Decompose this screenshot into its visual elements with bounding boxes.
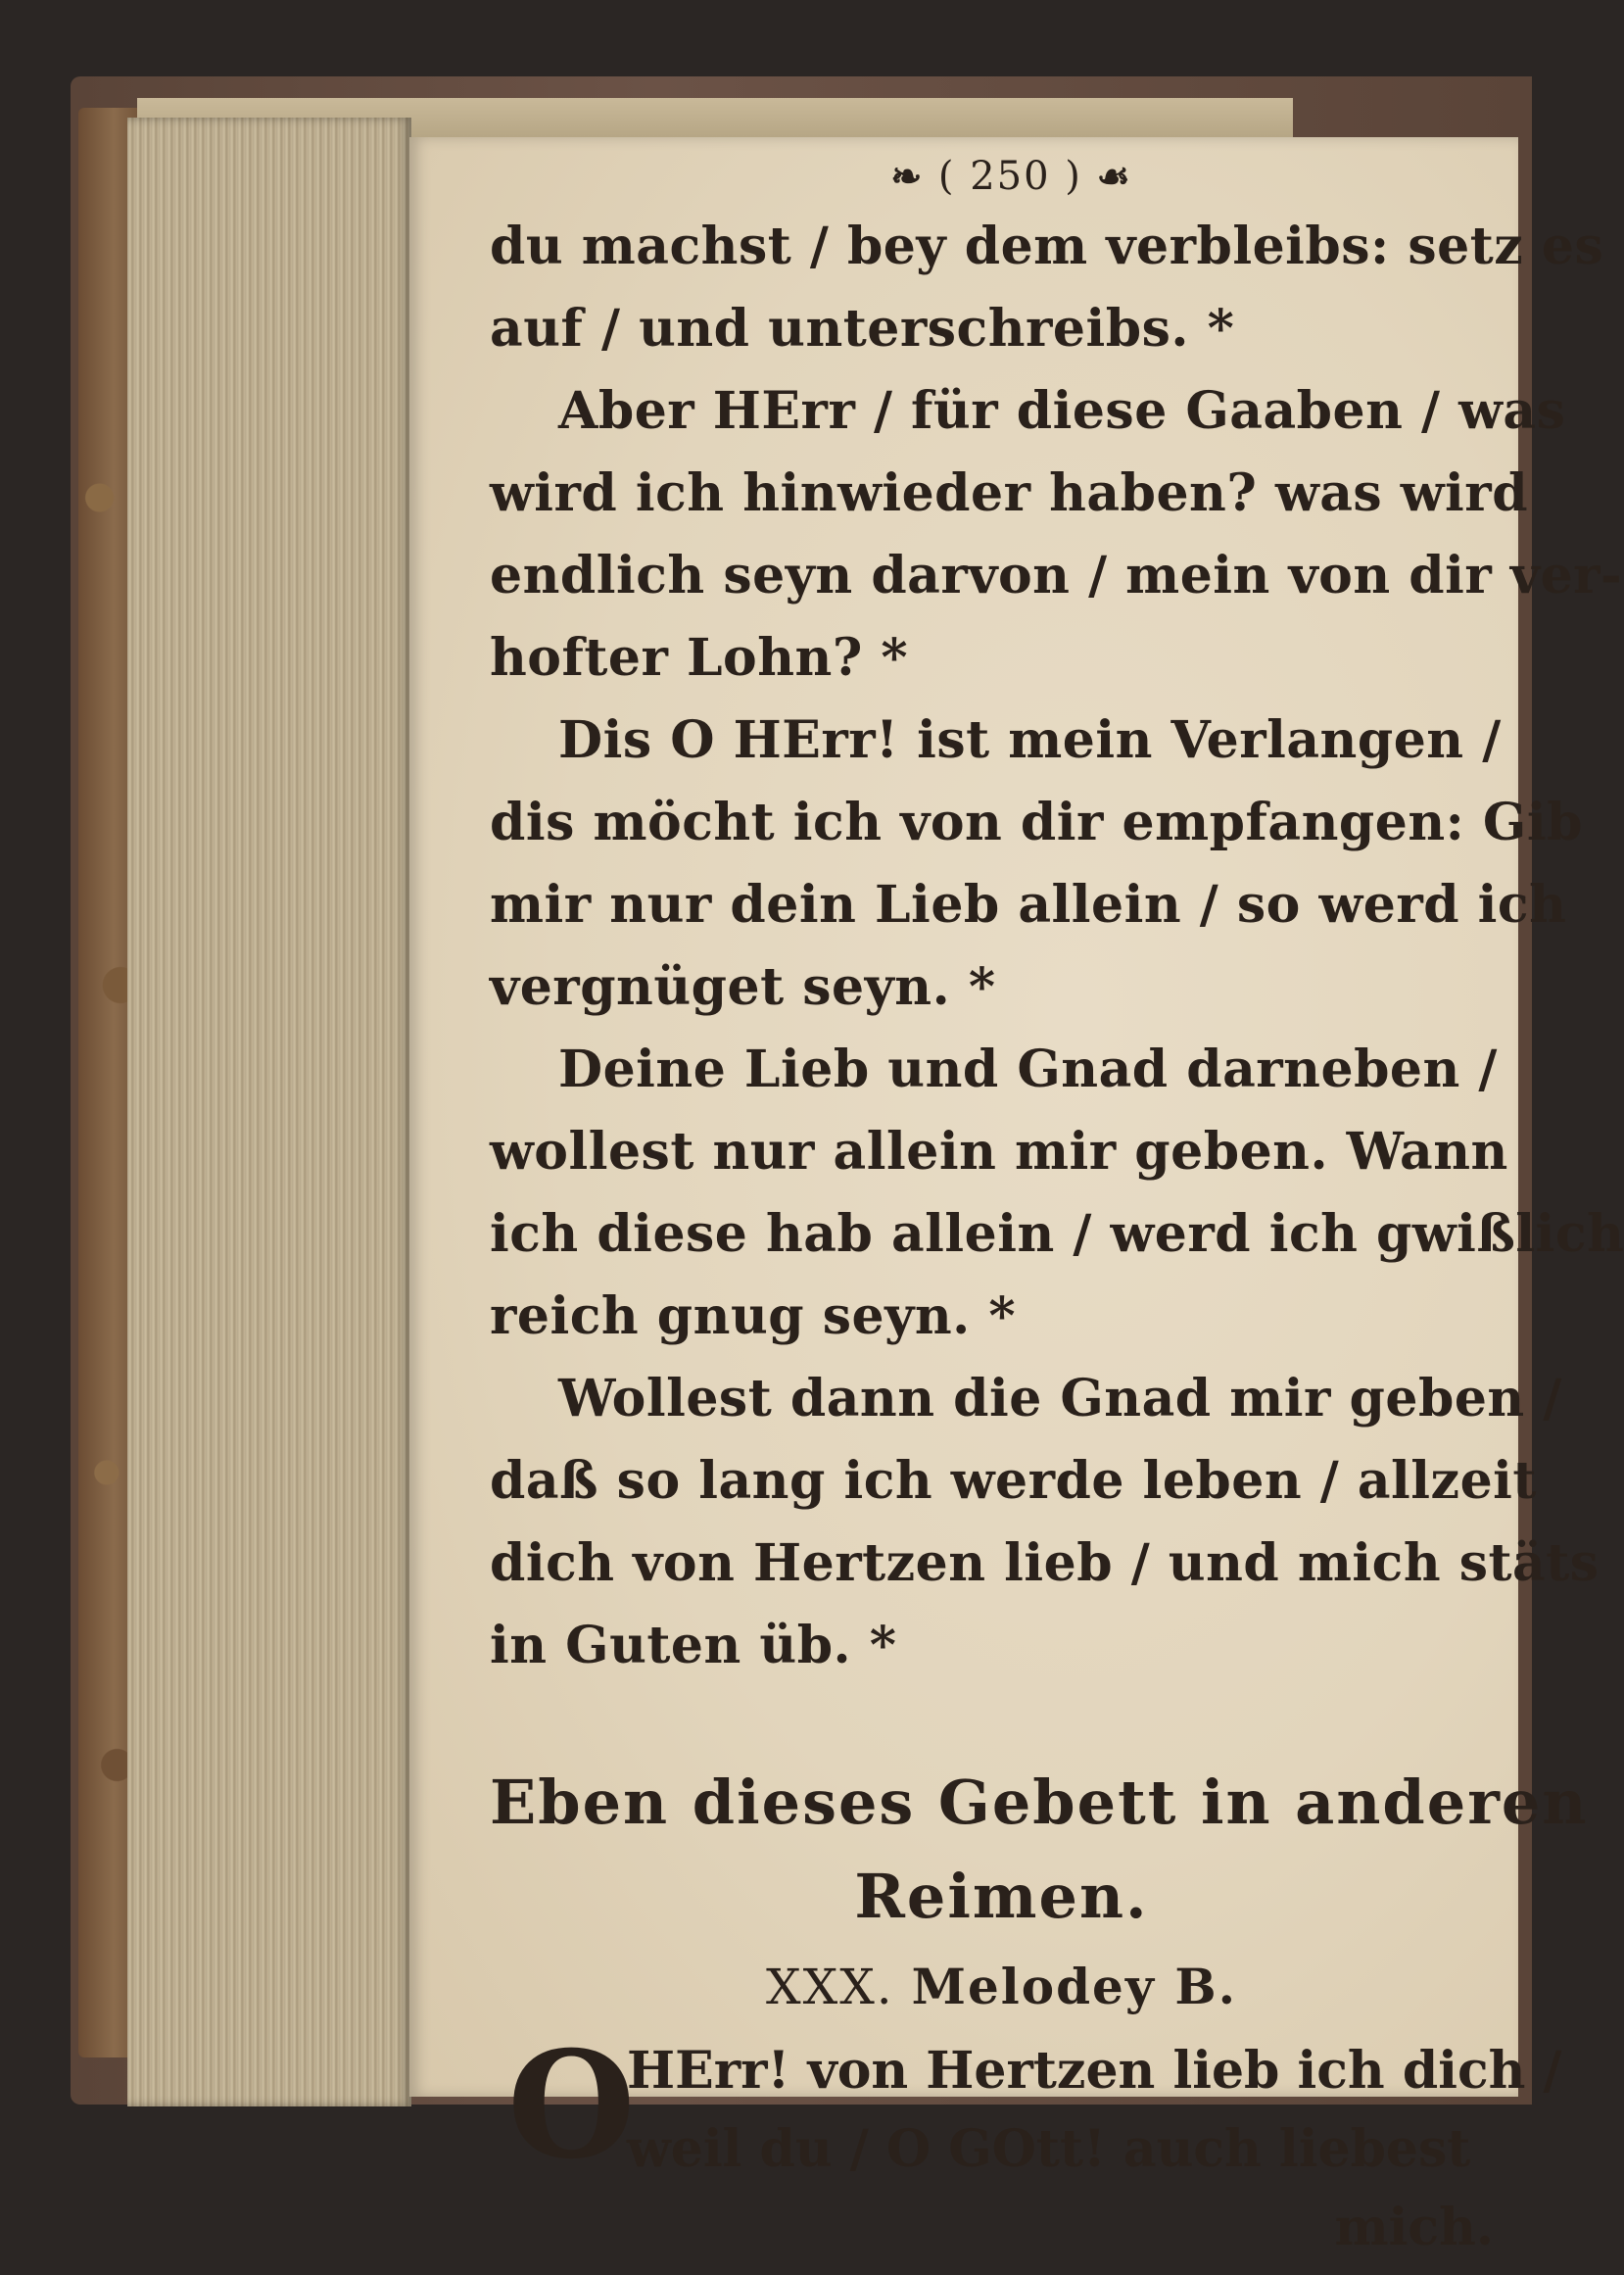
drop-cap: O [507, 2019, 636, 2192]
page-text [490, 147, 1624, 2275]
section-title-line-1: Eben dieses Gebett in anderen [490, 1767, 1589, 1838]
page-header [509, 147, 1513, 206]
text-line: wollest nur allein mir geben. Wann [490, 1122, 1508, 1182]
text-line: du machst / bey dem verbleibs: setz es [490, 217, 1604, 276]
verse-line-1: HErr! von Hertzen lieb ich dich / [627, 2041, 1562, 2101]
verse-line-2: weil du / O GOtt! auch liebest [627, 2119, 1471, 2179]
page-number: ( 250 ) [937, 154, 1082, 199]
text-line: auf / und unterschreibs. * [490, 299, 1235, 359]
text-line: in Guten üb. * [490, 1616, 897, 1675]
verse-block [490, 2019, 1562, 2275]
stanza-start-line: Aber HErr / für diese Gaaben / was [558, 381, 1566, 441]
text-line: daß so lang ich werde leben / allzeit [490, 1451, 1537, 1511]
text-line: dis möcht ich von dir empfangen: Gib [490, 793, 1583, 852]
ornament-right-icon: ☙ [1096, 154, 1132, 198]
stanza-start-line: Deine Lieb und Gnad darneben / [558, 1040, 1498, 1099]
text-line: mir nur dein Lieb allein / so werd ich [490, 875, 1567, 935]
text-line: ich diese hab allein / werd ich gwißlich [490, 1204, 1624, 1264]
stanza-start-line: Dis O HErr! ist mein Verlangen / [558, 710, 1502, 770]
text-line: wird ich hinwieder haben? was wird [490, 463, 1529, 523]
section-gap [490, 1687, 1513, 1756]
melody-heading [490, 1944, 1513, 2030]
stanza-start-line: Wollest dann die Gnad mir geben / [558, 1369, 1562, 1428]
page-block-edges [127, 118, 411, 2106]
ornament-left-icon: ❧ [890, 154, 925, 198]
text-line: hofter Lohn? * [490, 628, 909, 688]
text-line: reich gnug seyn. * [490, 1286, 1017, 1346]
text-line: dich von Hertzen lieb / und mich stäts [490, 1533, 1600, 1593]
melody-number: XXX. [766, 1959, 894, 2015]
section-title-line-2: Reimen. [854, 1861, 1149, 1932]
verse-line-3: mich. [1334, 2198, 1494, 2257]
melody-label: Melodey B. [911, 1958, 1237, 2015]
text-line: vergnüget seyn. * [490, 957, 996, 1017]
text-line: endlich seyn darvon / mein von dir ver- [490, 546, 1623, 605]
